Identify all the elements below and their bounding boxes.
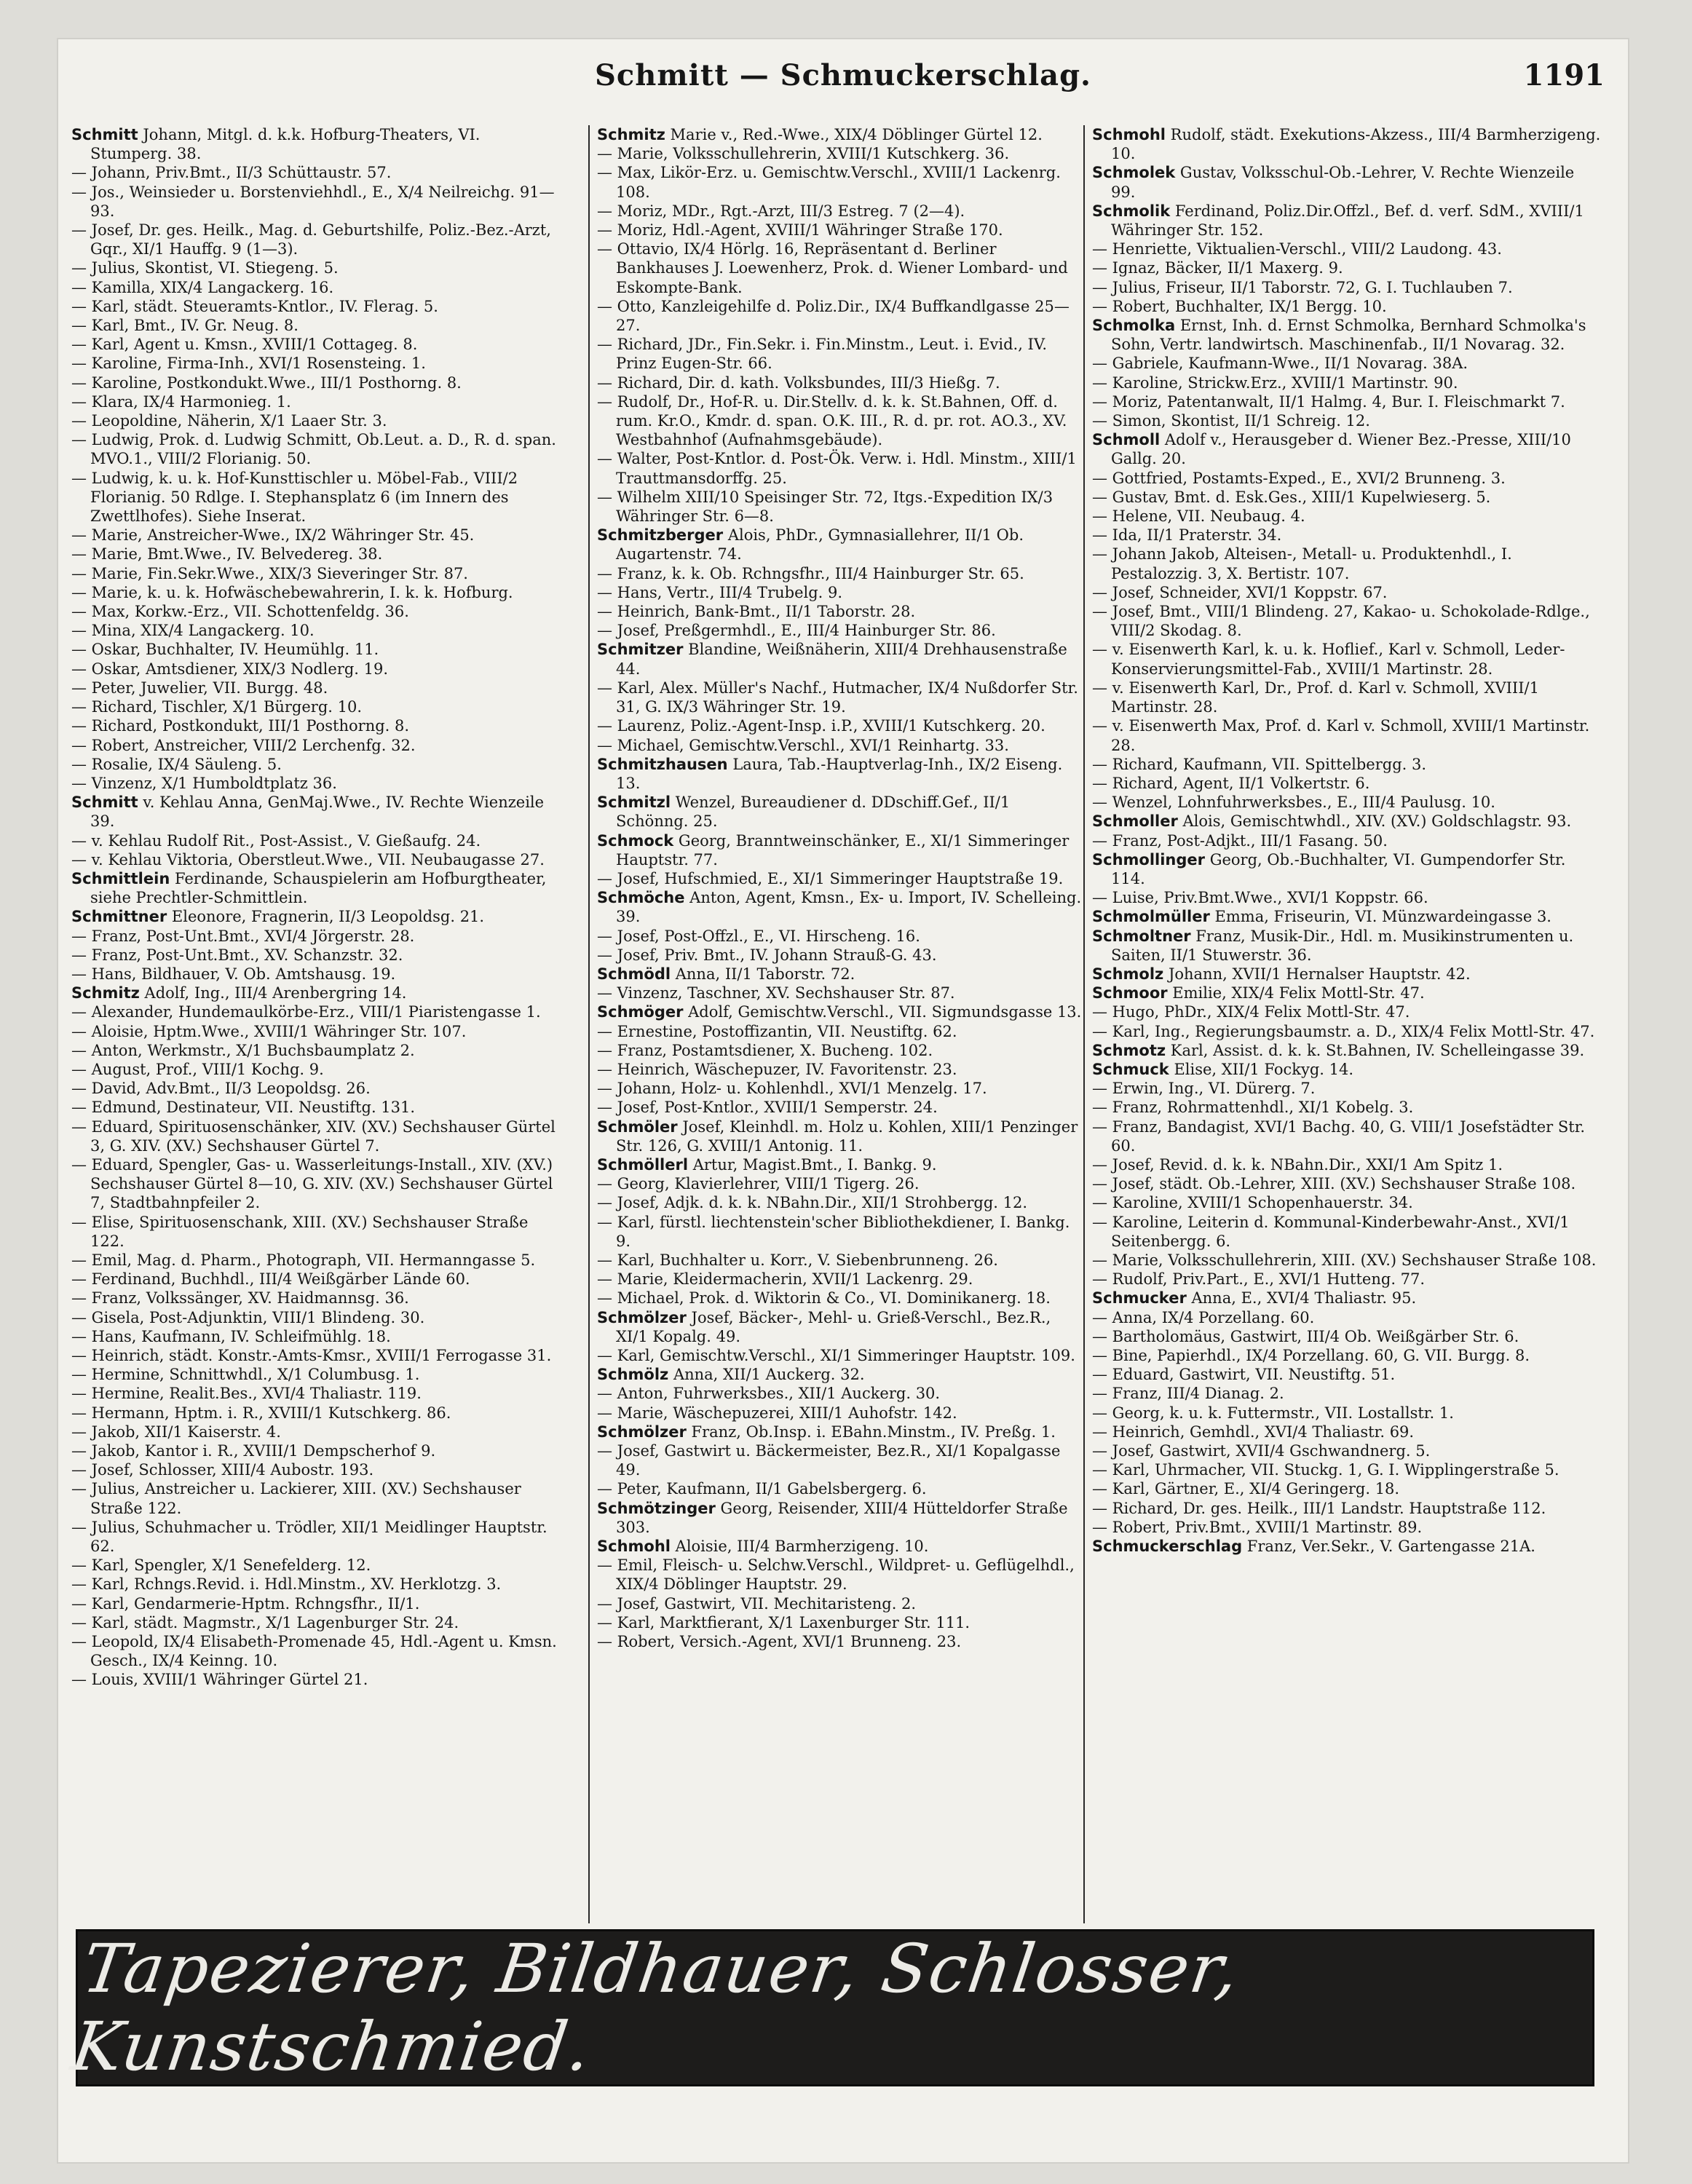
directory-entry: Schmöler Josef, Kleinhdl. m. Holz u. Kohlen, XIII/1 Penzinger Str. 126, G. XVIII/1 Antonig. 11. xyxy=(597,1117,1078,1155)
directory-entry: Schmitt Johann, Mitgl. d. k.k. Hofburg-Theaters, VI. Stumperg. 38. xyxy=(71,126,481,163)
directory-entry: — Alexander, Hundemaulkörbe-Erz., VIII/1 Piaristengasse 1. xyxy=(71,1003,541,1021)
directory-entry: — Heinrich, städt. Konstr.-Amts-Kmsr., XVIII/1 Ferrogasse 31. xyxy=(71,1347,552,1364)
directory-entry: — Ludwig, k. u. k. Hof-Kunsttischler u. Möbel-Fab., VIII/2 Florianig. 50 Rdlge. I. Stephansplatz 6 (im Innern des Zwettlhofes). Siehe Inserat. xyxy=(71,469,518,526)
directory-entry: — Richard, Kaufmann, VII. Spittelbergg. 3. xyxy=(1092,755,1427,773)
directory-entry: — Hans, Kaufmann, IV. Schleifmühlg. 18. xyxy=(71,1327,391,1345)
directory-entry: — Robert, Buchhalter, IX/1 Bergg. 10. xyxy=(1092,297,1387,315)
directory-entry: — Franz, III/4 Dianag. 2. xyxy=(1092,1385,1284,1403)
directory-entry: — Josef, städt. Ob.-Lehrer, XIII. (XV.) Sechshauser Straße 108. xyxy=(1092,1175,1576,1193)
directory-entry: — David, Adv.Bmt., II/3 Leopoldsg. 26. xyxy=(71,1080,371,1098)
directory-entry: — Marie, Kleidermacherin, XVII/1 Lackenrg. 29. xyxy=(597,1270,973,1289)
directory-entry: — Hans, Vertr., III/4 Trubelg. 9. xyxy=(597,583,843,601)
directory-entry: — Johann, Priv.Bmt., II/3 Schüttaustr. 57. xyxy=(71,164,392,182)
directory-entry: — Anton, Werkmstr., X/1 Buchsbaumplatz 2. xyxy=(71,1041,415,1059)
directory-entry: — Karoline, Postkondukt.Wwe., III/1 Posthorng. 8. xyxy=(71,373,462,392)
directory-entry: — Wilhelm XIII/10 Speisinger Str. 72, Itgs.-Expedition IX/3 Währinger Str. 6—8. xyxy=(597,488,1053,526)
directory-entry: — Johann, Holz- u. Kohlenhdl., XVI/1 Menzelg. 17. xyxy=(597,1080,987,1098)
directory-entry: — Marie, Wäschepuzerei, XIII/1 Auhofstr. 142. xyxy=(597,1404,957,1422)
directory-entry: — Josef, Schlosser, XIII/4 Aubostr. 193. xyxy=(71,1461,374,1479)
directory-entry: Schmolz Johann, XVII/1 Hernalser Hauptstr. 42. xyxy=(1092,965,1471,983)
directory-entry: — Karl, Uhrmacher, VII. Stuckg. 1, G. I. Wipplingerstraße 5. xyxy=(1092,1461,1559,1479)
directory-entry: — Jakob, XII/1 Kaiserstr. 4. xyxy=(71,1423,281,1441)
directory-entry: — Heinrich, Bank-Bmt., II/1 Taborstr. 28. xyxy=(597,603,916,621)
directory-entry: Schmödl Anna, II/1 Taborstr. 72. xyxy=(597,965,855,983)
directory-entry: — Karoline, Leiterin d. Kommunal-Kinderbewahr-Anst., XVI/1 Seitenbergg. 6. xyxy=(1092,1213,1570,1250)
directory-entry: — Simon, Skontist, II/1 Schreig. 12. xyxy=(1092,412,1370,430)
directory-entry: — Ludwig, Prok. d. Ludwig Schmitt, Ob.Leut. a. D., R. d. span. MVO.1., VIII/2 Florianig. 50. xyxy=(71,431,556,468)
directory-entry: — Georg, Klavierlehrer, VIII/1 Tigerg. 26. xyxy=(597,1175,920,1193)
directory-entry: Schmöllerl Artur, Magist.Bmt., I. Bankg. 9. xyxy=(597,1155,937,1174)
directory-entry: — Julius, Friseur, II/1 Taborstr. 72, G. I. Tuchlauben 7. xyxy=(1092,278,1513,296)
directory-entry: — Karl, Agent u. Kmsn., XVIII/1 Cottageg. 8. xyxy=(71,336,418,354)
directory-entry: — Max, Likör-Erz. u. Gemischtw.Verschl., XVIII/1 Lackenrg. 108. xyxy=(597,164,1061,201)
directory-entry: Schmittlein Ferdinande, Schauspielerin am Hofburgtheater, siehe Prechtler-Schmittlein. xyxy=(71,869,547,907)
directory-entry: — Peter, Juwelier, VII. Burgg. 48. xyxy=(71,678,328,697)
directory-entry: — Karoline, Firma-Inh., XVI/1 Rosensteing. 1. xyxy=(71,355,426,373)
directory-entry: — Bartholomäus, Gastwirt, III/4 Ob. Weißgärber Str. 6. xyxy=(1092,1327,1519,1345)
directory-entry: Schmotz Karl, Assist. d. k. k. St.Bahnen, IV. Schelleingasse 39. xyxy=(1092,1041,1585,1059)
directory-entry: — Marie, Fin.Sekr.Wwe., XIX/3 Sieveringer Str. 87. xyxy=(71,564,468,582)
directory-entry: — Richard, Agent, II/1 Volkertstr. 6. xyxy=(1092,774,1370,792)
directory-entry: Schmitz Marie v., Red.-Wwe., XIX/4 Döblinger Gürtel 12. xyxy=(597,126,1043,143)
directory-entry: Schmölzer Josef, Bäcker-, Mehl- u. Grieß-Verschl., Bez.R., XI/1 Kopalg. 49. xyxy=(597,1308,1051,1345)
directory-entry: — Josef, Gastwirt, VII. Mechitaristeng. 2. xyxy=(597,1594,917,1613)
directory-entry: — Henriette, Viktualien-Verschl., VIII/2 Laudong. 43. xyxy=(1092,240,1502,258)
column-2 xyxy=(588,125,1085,1923)
directory-entry: — Karl, Ing., Regierungsbaumstr. a. D., XIX/4 Felix Mottl-Str. 47. xyxy=(1092,1022,1595,1040)
directory-entry: — Gottfried, Postamts-Exped., E., XVI/2 Brunneng. 3. xyxy=(1092,469,1506,487)
directory-entry: — Marie, Bmt.Wwe., IV. Belvedereg. 38. xyxy=(71,545,383,563)
directory-entry: — Rudolf, Priv.Part., E., XVI/1 Hutteng. 77. xyxy=(1092,1270,1426,1289)
directory-entry: — Otto, Kanzleigehilfe d. Poliz.Dir., IX/4 Buffkandlgasse 25—27. xyxy=(597,297,1070,335)
directory-entry: — Karoline, XVIII/1 Schopenhauerstr. 34. xyxy=(1092,1194,1413,1212)
directory-entry: Schmucker Anna, E., XVI/4 Thaliastr. 95. xyxy=(1092,1289,1417,1307)
banner-text: Tapezierer, Bildhauer, Schlosser, Kunstschmied. xyxy=(66,1930,1245,2086)
directory-entry: — Karl, Buchhalter u. Korr., V. Siebenbrunneng. 26. xyxy=(597,1251,998,1269)
column-1 xyxy=(71,125,566,1923)
directory-entry: — Moriz, Hdl.-Agent, XVIII/1 Währinger Straße 170. xyxy=(597,221,1003,240)
directory-entry: — Richard, Dr. ges. Heilk., III/1 Landstr. Hauptstraße 112. xyxy=(1092,1499,1546,1517)
directory-entry: — Ferdinand, Buchhdl., III/4 Weißgärber Lände 60. xyxy=(71,1270,470,1289)
directory-entry: — Franz, k. k. Ob. Rchngsfhr., III/4 Hainburger Str. 65. xyxy=(597,564,1024,582)
directory-entry: — Rudolf, Dr., Hof-R. u. Dir.Stellv. d. k. k. St.Bahnen, Off. d. rum. Kr.O., Kmdr. d. span. O.K. III., R. d. pr. rot. AO.3., XV. Westbahnhof (Aufnahmsgebäude). xyxy=(597,392,1067,449)
directory-entry: Schmöger Adolf, Gemischtw.Verschl., VII. Sigmundsgasse 13. xyxy=(597,1003,1082,1021)
directory-entry: — Eduard, Gastwirt, VII. Neustiftg. 51. xyxy=(1092,1366,1396,1384)
directory-entry: — Georg, k. u. k. Futtermstr., VII. Lostallstr. 1. xyxy=(1092,1404,1454,1422)
directory-entry: — Franz, Post-Unt.Bmt., XVI/4 Jörgerstr. 28. xyxy=(71,927,415,945)
directory-entry: — v. Eisenwerth Max, Prof. d. Karl v. Schmoll, XVIII/1 Martinstr. 28. xyxy=(1092,717,1590,754)
directory-entry: — Franz, Rohrmattenhdl., XI/1 Kobelg. 3. xyxy=(1092,1099,1414,1117)
directory-entry: — Julius, Schuhmacher u. Trödler, XII/1 Meidlinger Hauptstr. 62. xyxy=(71,1518,547,1556)
directory-entry: — Marie, Volksschullehrerin, XIII. (XV.) Sechshauser Straße 108. xyxy=(1092,1251,1597,1269)
directory-entry: Schmöche Anton, Agent, Kmsn., Ex- u. Import, IV. Schelleing. 39. xyxy=(597,889,1082,926)
directory-entry: Schmohl Rudolf, städt. Exekutions-Akzess., III/4 Barmherzigeng. 10. xyxy=(1092,126,1601,163)
directory-entry: Schmölzer Franz, Ob.Insp. i. EBahn.Minstm., IV. Preßg. 1. xyxy=(597,1423,1056,1441)
directory-entry: — Gisela, Post-Adjunktin, VIII/1 Blindeng. 30. xyxy=(71,1308,425,1326)
directory-entry: — Robert, Priv.Bmt., XVIII/1 Martinstr. 89. xyxy=(1092,1518,1423,1536)
directory-entry: — Rosalie, IX/4 Säuleng. 5. xyxy=(71,755,282,773)
directory-entry: — Karl, Gärtner, E., XI/4 Geringerg. 18. xyxy=(1092,1480,1400,1498)
directory-entry: — Josef, Priv. Bmt., IV. Johann Strauß-G. 43. xyxy=(597,946,937,964)
directory-entry: — Peter, Kaufmann, II/1 Gabelsbergerg. 6. xyxy=(597,1480,927,1498)
directory-entry: — Julius, Anstreicher u. Lackierer, XIII. (XV.) Sechshauser Straße 122. xyxy=(71,1480,521,1517)
directory-entry: — Robert, Anstreicher, VIII/2 Lerchenfg. 32. xyxy=(71,736,416,754)
directory-entry: — Oskar, Amtsdiener, XIX/3 Nodlerg. 19. xyxy=(71,660,389,678)
directory-entry: — Franz, Bandagist, XVI/1 Bachg. 40, G. VIII/1 Josefstädter Str. 60. xyxy=(1092,1117,1586,1155)
directory-entry: — Karl, städt. Steueramts-Kntlor., IV. Flerag. 5. xyxy=(71,297,438,315)
directory-entry: — Luise, Priv.Bmt.Wwe., XVI/1 Koppstr. 66. xyxy=(1092,889,1428,907)
directory-entry: — Elise, Spirituosenschank, XIII. (XV.) Sechshauser Straße 122. xyxy=(71,1213,529,1250)
directory-entry: Schmittner Eleonore, Fragnerin, II/3 Leopoldsg. 21. xyxy=(71,908,485,926)
directory-entry: — Hermine, Realit.Bes., XVI/4 Thaliastr. 119. xyxy=(71,1385,422,1403)
directory-entry: — Kamilla, XIX/4 Langackerg. 16. xyxy=(71,278,334,296)
directory-entry: — Ernestine, Postoffizantin, VII. Neustiftg. 62. xyxy=(597,1022,957,1040)
directory-entry: — Laurenz, Poliz.-Agent-Insp. i.P., XVIII/1 Kutschkerg. 20. xyxy=(597,717,1045,735)
directory-entry: — v. Eisenwerth Karl, k. u. k. Hoflief., Karl v. Schmoll, Leder-Konservierungsmittel-Fab., XVIII/1 Martinstr. 28. xyxy=(1092,641,1565,678)
directory-entry: — Max, Korkw.-Erz., VII. Schottenfeldg. 36. xyxy=(71,603,409,621)
column-3 xyxy=(1083,125,1602,1923)
directory-entry: Schmuckerschlag Franz, Ver.Sekr., V. Gartengasse 21A. xyxy=(1092,1538,1535,1556)
directory-entry: — Michael, Gemischtw.Verschl., XVI/1 Reinhartg. 33. xyxy=(597,736,1009,754)
directory-entry: — Mina, XIX/4 Langackerg. 10. xyxy=(71,622,315,640)
advertisement-banner xyxy=(66,1929,1594,2086)
directory-entry: — Klara, IX/4 Harmonieg. 1. xyxy=(71,392,291,411)
directory-entry: — Marie, Volksschullehrerin, XVIII/1 Kutschkerg. 36. xyxy=(597,145,1010,163)
directory-entry: — Karl, Gendarmerie-Hptm. Rchngsfhr., II/1. xyxy=(71,1594,420,1613)
directory-entry: Schmoltner Franz, Musik-Dir., Hdl. m. Musikinstrumenten u. Saiten, II/1 Stuwerstr. 36. xyxy=(1092,927,1574,964)
directory-entry: Schmuck Elise, XII/1 Fockyg. 14. xyxy=(1092,1060,1354,1078)
directory-entry: — Josef, Post-Offzl., E., VI. Hirscheng. 16. xyxy=(597,927,920,945)
directory-entry: — Johann Jakob, Alteisen-, Metall- u. Produktenhdl., I. Pestalozzig. 3, X. Bertistr. 107. xyxy=(1092,545,1512,582)
directory-entry: — Marie, k. u. k. Hofwäschebewahrerin, I. k. k. Hofburg. xyxy=(71,583,513,601)
directory-entry: Schmolek Gustav, Volksschul-Ob.-Lehrer, V. Rechte Wienzeile 99. xyxy=(1092,164,1575,201)
page-title: Schmitt — Schmuckerschlag. xyxy=(595,58,1091,92)
directory-entry: Schmollinger Georg, Ob.-Buchhalter, VI. Gumpendorfer Str. 114. xyxy=(1092,850,1566,887)
directory-entry: — Emil, Mag. d. Pharm., Photograph, VII. Hermanngasse 5. xyxy=(71,1251,536,1269)
directory-entry: — Hermann, Hptm. i. R., XVIII/1 Kutschkerg. 86. xyxy=(71,1404,451,1422)
directory-entry: — v. Eisenwerth Karl, Dr., Prof. d. Karl v. Schmoll, XVIII/1 Martinstr. 28. xyxy=(1092,678,1539,716)
directory-entry: — August, Prof., VIII/1 Kochg. 9. xyxy=(71,1060,324,1078)
directory-entry: — Moriz, MDr., Rgt.-Arzt, III/3 Estreg. 7 (2—4). xyxy=(597,202,965,220)
directory-entry: — Karl, städt. Magmstr., X/1 Lagenburger Str. 24. xyxy=(71,1613,459,1631)
directory-entry: — Heinrich, Gemhdl., XVI/4 Thaliastr. 69. xyxy=(1092,1423,1415,1441)
directory-entry: Schmoller Alois, Gemischtwhdl., XIV. (XV.) Goldschlagstr. 93. xyxy=(1092,812,1572,831)
directory-entry: — Karl, Spengler, X/1 Senefelderg. 12. xyxy=(71,1556,371,1575)
directory-entry: — Karl, Alex. Müller's Nachf., Hutmacher, IX/4 Nußdorfer Str. 31, G. IX/3 Währinger Str. 19. xyxy=(597,678,1078,716)
directory-entry: — v. Kehlau Rudolf Rit., Post-Assist., V. Gießaufg. 24. xyxy=(71,831,481,850)
directory-entry: — Josef, Revid. d. k. k. NBahn.Dir., XXI/1 Am Spitz 1. xyxy=(1092,1155,1503,1174)
directory-entry: Schmitzl Wenzel, Bureaudiener d. DDschiff.Gef., II/1 Schönng. 25. xyxy=(597,794,1011,831)
directory-entry: Schmolmüller Emma, Friseurin, VI. Münzwardeingasse 3. xyxy=(1092,908,1551,926)
directory-entry: — Oskar, Buchhalter, IV. Heumühlg. 11. xyxy=(71,641,379,659)
directory-entry: — Josef, Preßgermhdl., E., III/4 Hainburger Str. 86. xyxy=(597,622,996,640)
directory-entry: — Gabriele, Kaufmann-Wwe., II/1 Novarag. 38A. xyxy=(1092,355,1468,373)
directory-entry: Schmitzberger Alois, PhDr., Gymnasiallehrer, II/1 Ob. Augartenstr. 74. xyxy=(597,526,1024,563)
directory-entry: — Heinrich, Wäschepuzer, IV. Favoritenstr. 23. xyxy=(597,1060,957,1078)
page-header xyxy=(57,51,1629,102)
directory-entry: — Michael, Prok. d. Wiktorin & Co., VI. Dominikanerg. 18. xyxy=(597,1289,1051,1307)
directory-entry: Schmolik Ferdinand, Poliz.Dir.Offzl., Bef. d. verf. SdM., XVIII/1 Währinger Str. 152. xyxy=(1092,202,1584,240)
directory-entry: — Aloisie, Hptm.Wwe., XVIII/1 Währinger Str. 107. xyxy=(71,1022,467,1040)
directory-entry: — Franz, Volkssänger, XV. Haidmannsg. 36. xyxy=(71,1289,409,1307)
directory-entry: — Anton, Fuhrwerksbes., XII/1 Auckerg. 30. xyxy=(597,1385,941,1403)
directory-entry: — Eduard, Spengler, Gas- u. Wasserleitungs-Install., XIV. (XV.) Sechshauser Gürtel 8—10, G. XIV. (XV.) Sechshauser Gürtel 7, Stadtbahnpfeiler 2. xyxy=(71,1155,553,1212)
directory-entry: — Emil, Fleisch- u. Selchw.Verschl., Wildpret- u. Geflügelhdl., XIX/4 Döblinger Hauptstr. 29. xyxy=(597,1556,1075,1594)
directory-entry: Schmölz Anna, XII/1 Auckerg. 32. xyxy=(597,1366,865,1384)
page-number: 1191 xyxy=(1523,58,1605,92)
directory-entry: — Leopoldine, Näherin, X/1 Laaer Str. 3. xyxy=(71,412,387,430)
directory-entry: Schmötzinger Georg, Reisender, XIII/4 Hütteldorfer Straße 303. xyxy=(597,1499,1068,1536)
directory-entry: — Bine, Papierhdl., IX/4 Porzellang. 60, G. VII. Burgg. 8. xyxy=(1092,1347,1530,1364)
directory-entry: Schmitzhausen Laura, Tab.-Hauptverlag-Inh., IX/2 Eiseng. 13. xyxy=(597,755,1063,792)
directory-entry: Schmitz Adolf, Ing., III/4 Arenbergring 14. xyxy=(71,984,407,1002)
directory-entry: — Franz, Postamtsdiener, X. Bucheng. 102. xyxy=(597,1041,933,1059)
directory-entry: — Anna, IX/4 Porzellang. 60. xyxy=(1092,1308,1315,1326)
directory-entry: Schmitt v. Kehlau Anna, GenMaj.Wwe., IV. Rechte Wienzeile 39. xyxy=(71,794,545,831)
directory-entry: — Franz, Post-Unt.Bmt., XV. Schanzstr. 32. xyxy=(71,946,403,964)
directory-entry: — Erwin, Ing., VI. Dürerg. 7. xyxy=(1092,1080,1316,1098)
directory-entry: — Ida, II/1 Praterstr. 34. xyxy=(1092,526,1282,545)
directory-entry: — Ottavio, IX/4 Hörlg. 16, Repräsentant d. Berliner Bankhauses J. Loewenherz, Prok. d. Wiener Lombard- und Eskompte-Bank. xyxy=(597,240,1068,296)
directory-entry: — Karl, fürstl. liechtenstein'scher Bibliothekdiener, I. Bankg. 9. xyxy=(597,1213,1070,1250)
directory-entry: — Vinzenz, X/1 Humboldtplatz 36. xyxy=(71,774,337,792)
directory-entry: Schmoor Emilie, XIX/4 Felix Mottl-Str. 47. xyxy=(1092,984,1425,1002)
directory-entry: — Josef, Bmt., VIII/1 Blindeng. 27, Kakao- u. Schokolade-Rdlge., VIII/2 Skodag. 8. xyxy=(1092,603,1590,640)
directory-entry: — Louis, XVIII/1 Währinger Gürtel 21. xyxy=(71,1671,368,1689)
directory-entry: — Jakob, Kantor i. R., XVIII/1 Dempscherhof 9. xyxy=(71,1442,436,1460)
directory-entry: — Karl, Marktfierant, X/1 Laxenburger Str. 111. xyxy=(597,1613,970,1631)
directory-entry: — Ignaz, Bäcker, II/1 Maxerg. 9. xyxy=(1092,259,1343,277)
directory-entry: — v. Kehlau Viktoria, Oberstleut.Wwe., VII. Neubaugasse 27. xyxy=(71,850,545,869)
directory-entry: Schmock Georg, Branntweinschänker, E., XI/1 Simmeringer Hauptstr. 77. xyxy=(597,831,1070,869)
directory-entry: — Josef, Post-Kntlor., XVIII/1 Semperstr. 24. xyxy=(597,1099,938,1117)
directory-entry: — Josef, Hufschmied, E., XI/1 Simmeringer Hauptstraße 19. xyxy=(597,869,1064,887)
directory-entry: — Josef, Schneider, XVI/1 Koppstr. 67. xyxy=(1092,583,1388,601)
directory-entry: — Helene, VII. Neubaug. 4. xyxy=(1092,507,1305,526)
directory-entry: — Marie, Anstreicher-Wwe., IX/2 Währinger Str. 45. xyxy=(71,526,475,545)
directory-entry: — Hermine, Schnittwhdl., X/1 Columbusg. 1. xyxy=(71,1366,420,1384)
directory-entry: — Hugo, PhDr., XIX/4 Felix Mottl-Str. 47. xyxy=(1092,1003,1410,1021)
directory-entry: — Walter, Post-Kntlor. d. Post-Ök. Verw. i. Hdl. Minstm., XIII/1 Trauttmansdorffg. 25. xyxy=(597,450,1077,487)
directory-page xyxy=(57,38,1629,2164)
directory-entry: — Richard, JDr., Fin.Sekr. i. Fin.Minstm., Leut. i. Evid., IV. Prinz Eugen-Str. 66. xyxy=(597,336,1048,373)
directory-entry: — Karl, Rchngs.Revid. i. Hdl.Minstm., XV. Herklotzg. 3. xyxy=(71,1575,502,1594)
directory-entry: — Richard, Dir. d. kath. Volksbundes, III/3 Hießg. 7. xyxy=(597,373,1000,392)
directory-entry: — Richard, Tischler, X/1 Bürgerg. 10. xyxy=(71,698,363,716)
directory-entry: — Karl, Bmt., IV. Gr. Neug. 8. xyxy=(71,317,299,335)
directory-entry: — Edmund, Destinateur, VII. Neustiftg. 131. xyxy=(71,1099,416,1117)
directory-entry: Schmolka Ernst, Inh. d. Ernst Schmolka, Bernhard Schmolka's Sohn, Vertr. landwirtsch. Maschinenfab., II/1 Novarag. 32. xyxy=(1092,317,1586,354)
directory-entry: — Josef, Gastwirt, XVII/4 Gschwandnerg. 5. xyxy=(1092,1442,1431,1460)
directory-entry: Schmohl Aloisie, III/4 Barmherzigeng. 10. xyxy=(597,1538,929,1556)
directory-entry: — Wenzel, Lohnfuhrwerksbes., E., III/4 Paulusg. 10. xyxy=(1092,794,1495,812)
directory-entry: — Jos., Weinsieder u. Borstenviehhdl., E., X/4 Neilreichg. 91—93. xyxy=(71,183,555,220)
directory-entry: — Josef, Dr. ges. Heilk., Mag. d. Geburtshilfe, Poliz.-Bez.-Arzt, Gqr., XI/1 Hauffg. 9 (1—3). xyxy=(71,221,551,258)
directory-entry: — Moriz, Patentanwalt, II/1 Halmg. 4, Bur. I. Fleischmarkt 7. xyxy=(1092,392,1565,411)
directory-entry: — Gustav, Bmt. d. Esk.Ges., XIII/1 Kupelwieserg. 5. xyxy=(1092,488,1491,506)
directory-entry: — Josef, Gastwirt u. Bäckermeister, Bez.R., XI/1 Kopalgasse 49. xyxy=(597,1442,1061,1479)
directory-entry: — Robert, Versich.-Agent, XVI/1 Brunneng. 23. xyxy=(597,1633,962,1651)
directory-entry: — Julius, Skontist, VI. Stiegeng. 5. xyxy=(71,259,339,277)
directory-entry: — Josef, Adjk. d. k. k. NBahn.Dir., XII/1 Strohbergg. 12. xyxy=(597,1194,1028,1212)
directory-entry: — Karoline, Strickw.Erz., XVIII/1 Martinstr. 90. xyxy=(1092,373,1458,392)
directory-entry: — Richard, Postkondukt, III/1 Posthorng. 8. xyxy=(71,717,410,735)
directory-entry: — Karl, Gemischtw.Verschl., XI/1 Simmeringer Hauptstr. 109. xyxy=(597,1347,1075,1364)
directory-entry: Schmoll Adolf v., Herausgeber d. Wiener Bez.-Presse, XIII/10 Gallg. 20. xyxy=(1092,431,1571,468)
directory-entry: — Franz, Post-Adjkt., III/1 Fasang. 50. xyxy=(1092,831,1388,850)
directory-entry: — Leopold, IX/4 Elisabeth-Promenade 45, Hdl.-Agent u. Kmsn. Gesch., IX/4 Keinng. 10. xyxy=(71,1633,557,1670)
directory-entry: — Vinzenz, Taschner, XV. Sechshauser Str. 87. xyxy=(597,984,955,1002)
directory-entry: Schmitzer Blandine, Weißnäherin, XIII/4 Drehhausenstraße 44. xyxy=(597,641,1067,678)
directory-entry: — Eduard, Spirituosenschänker, XIV. (XV.) Sechshauser Gürtel 3, G. XIV. (XV.) Sechshauser Gürtel 7. xyxy=(71,1117,556,1155)
directory-entry: — Hans, Bildhauer, V. Ob. Amtshausg. 19. xyxy=(71,965,396,983)
